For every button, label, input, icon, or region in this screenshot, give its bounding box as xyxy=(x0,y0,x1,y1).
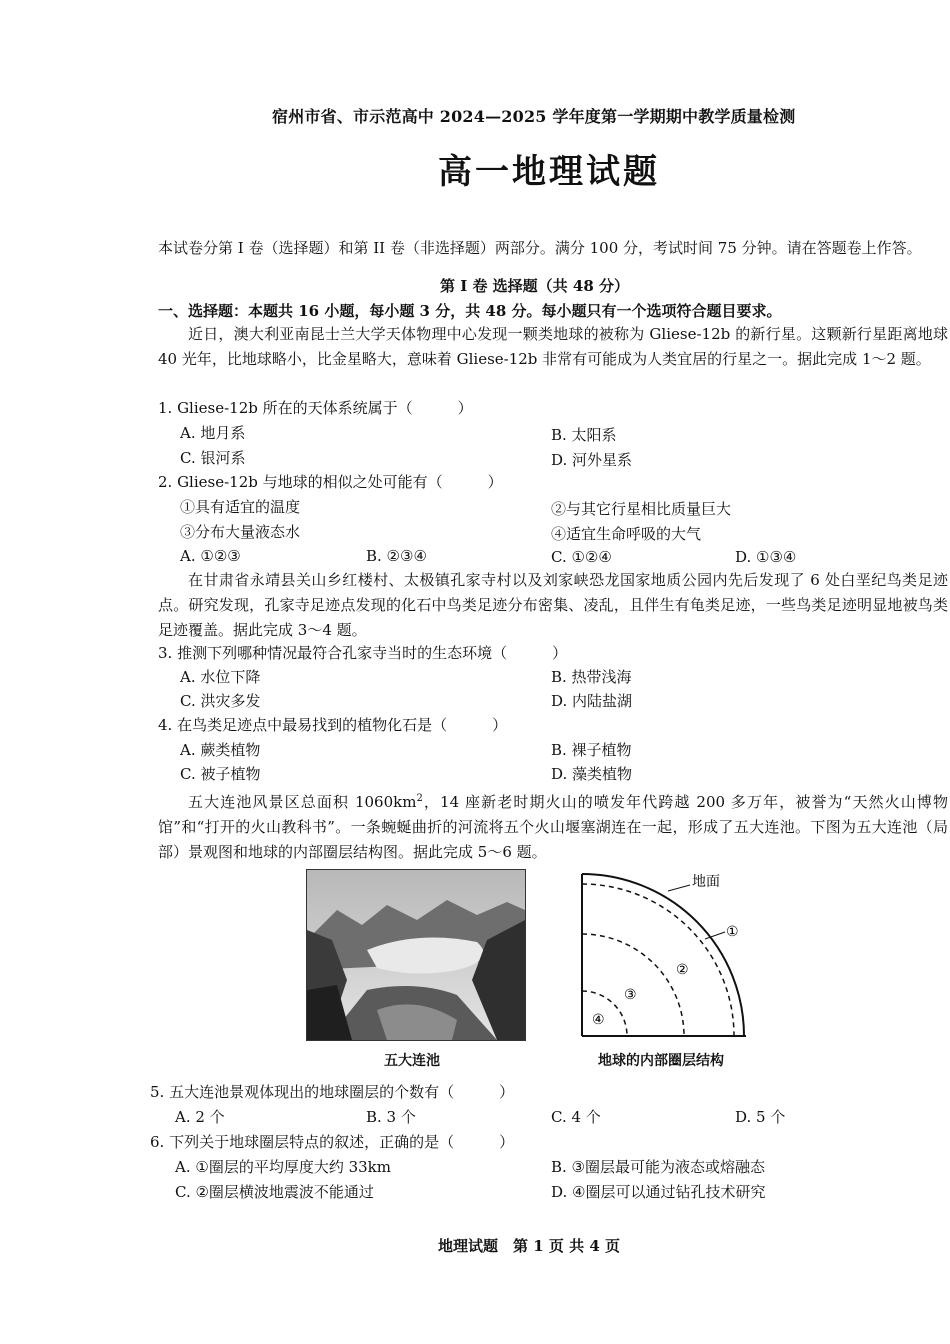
question-6-option-d[interactable]: D. ④圈层可以通过钻孔技术研究 xyxy=(551,1183,766,1201)
volcanic-lake-illustration xyxy=(307,870,525,1040)
question-2-option-c[interactable]: C. ①②④ xyxy=(551,548,612,566)
question-2-option-d[interactable]: D. ①③④ xyxy=(735,548,797,566)
question-2-statement-3: ③分布大量液态水 xyxy=(180,523,301,541)
question-5-option-b[interactable]: B. 3 个 xyxy=(366,1108,416,1126)
passage-1: 近日，澳大利亚南昆士兰大学天体物理中心发现一颗类地球的被称为 Gliese-12b 的新行星。这颗新行星距离地球 40 光年，比地球略小，比金星略大，意味着 Gliese-12b 非常有可能成为人类宜居的行星之一。据此完成 1～2 题。 xyxy=(158,325,948,368)
question-1-option-d[interactable]: D. 河外星系 xyxy=(551,451,633,469)
question-4-option-c[interactable]: C. 被子植物 xyxy=(180,765,261,783)
passage-3: 五大连池风景区总面积 $1060km^2$，14 座新老时期火山的喷发年代跨越 200 多万年，被誉为“天然火山博物馆”和“打开的火山教科书”。一条蜿蜒曲折的河流将五个火山堰塞湖连在一起，形成了五大连池。下图为五大连池（局部）景观图和地球的内部圈层结构图。据此完成 5～6 题。 xyxy=(158,793,948,861)
question-3-option-d[interactable]: D. 内陆盐湖 xyxy=(551,692,633,710)
question-6-stem: 6. 下列关于地球圈层特点的叙述，正确的是（ ） xyxy=(150,1133,515,1151)
question-1-option-c[interactable]: C. 银河系 xyxy=(180,449,246,467)
section-heading: 一、选择题：本题共 16 小题，每小题 3 分，共 48 分。每小题只有一个选项符合题目要求。 xyxy=(158,302,782,320)
surface-leader-line xyxy=(668,885,690,891)
question-2-stem: 2. Gliese-12b 与地球的相似之处可能有（ ） xyxy=(158,473,503,491)
question-2-option-a[interactable]: A. ①②③ xyxy=(180,547,241,565)
landscape-photo xyxy=(306,869,526,1041)
question-5-stem: 5. 五大连池景观体现出的地球圈层的个数有（ ） xyxy=(150,1083,515,1101)
question-4-option-b[interactable]: B. 裸子植物 xyxy=(551,741,632,759)
exam-school-header: 宿州市省、市示范高中 2024—2025 学年度第一学期期中教学质量检测 xyxy=(272,107,796,126)
layer-1-label: ① xyxy=(726,924,739,940)
question-3-stem: 3. 推测下列哪种情况最符合孔家寺当时的生态环境（ ） xyxy=(158,644,568,662)
question-6-option-b[interactable]: B. ③圈层最可能为液态或熔融态 xyxy=(551,1158,766,1176)
question-4-option-d[interactable]: D. 藻类植物 xyxy=(551,765,633,783)
surface-label: 地面 xyxy=(692,874,720,890)
question-3-option-c[interactable]: C. 洪灾多发 xyxy=(180,692,261,710)
question-3-option-a[interactable]: A. 水位下降 xyxy=(180,668,261,686)
photo-caption: 五大连池 xyxy=(384,1053,440,1069)
question-6-option-a[interactable]: A. ①圈层的平均厚度大约 33km xyxy=(175,1158,391,1176)
question-2-statement-4: ④适宜生命呼吸的大气 xyxy=(551,525,702,543)
earth-surface-arc xyxy=(582,874,744,1036)
question-1-option-b[interactable]: B. 太阳系 xyxy=(551,426,617,444)
layer-2-label: ② xyxy=(676,962,689,978)
passage-2: 在甘肃省永靖县关山乡红楼村、太极镇孔家寺村以及刘家峡恐龙国家地质公园内先后发现了 6 处白垩纪鸟类足迹点。研究发现，孔家寺足迹点发现的化石中鸟类足迹分布密集、凌乱，且伴生有龟类足迹，一些鸟类足迹明显地被鸟类足迹覆盖。据此完成 3～4 题。 xyxy=(158,571,948,639)
question-5-option-c[interactable]: C. 4 个 xyxy=(551,1108,601,1126)
question-5-option-d[interactable]: D. 5 个 xyxy=(735,1108,786,1126)
question-2-statement-1: ①具有适宜的温度 xyxy=(180,498,301,516)
question-3-option-b[interactable]: B. 热带浅海 xyxy=(551,668,632,686)
diagram-caption: 地球的内部圈层结构 xyxy=(598,1053,724,1069)
instructions: 本试卷分第 I 卷（选择题）和第 II 卷（非选择题）两部分。满分 100 分，考试时间 75 分钟。请在答题卷上作答。 xyxy=(158,239,922,257)
question-4-stem: 4. 在鸟类足迹点中最易找到的植物化石是（ ） xyxy=(158,716,508,734)
page-footer: 地理试题 第 1 页 共 4 页 xyxy=(438,1237,620,1255)
layer-3-label: ③ xyxy=(624,987,637,1003)
part1-title: 第 I 卷 选择题（共 48 分） xyxy=(440,277,630,295)
question-2-statement-2: ②与其它行星相比质量巨大 xyxy=(551,500,732,518)
question-1-option-a[interactable]: A. 地月系 xyxy=(180,424,246,442)
layer-4-label: ④ xyxy=(592,1012,605,1028)
question-4-option-a[interactable]: A. 蕨类植物 xyxy=(180,741,261,759)
question-6-option-c[interactable]: C. ②圈层横波地震波不能通过 xyxy=(175,1183,374,1201)
earth-interior-diagram xyxy=(570,866,755,1046)
question-2-option-b[interactable]: B. ②③④ xyxy=(366,547,427,565)
question-5-option-a[interactable]: A. 2 个 xyxy=(175,1108,225,1126)
question-1-stem: 1. Gliese-12b 所在的天体系统属于（ ） xyxy=(158,399,473,417)
page-title: 高一地理试题 xyxy=(438,152,660,192)
moho-boundary xyxy=(582,884,734,1036)
